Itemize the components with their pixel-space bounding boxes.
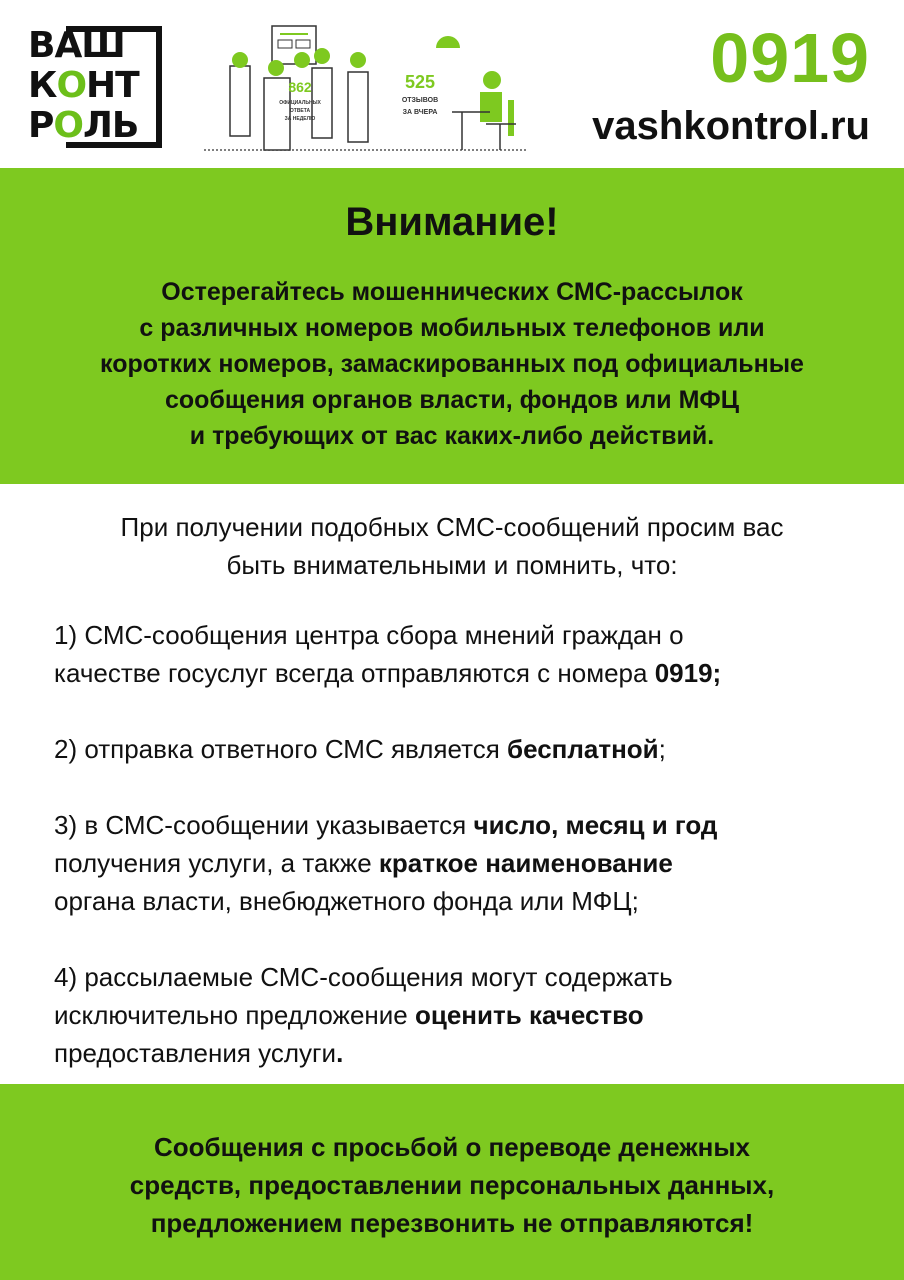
logo-line-3: РОЛЬ bbox=[28, 105, 139, 146]
vash-kontrol-logo bbox=[26, 26, 162, 148]
rule-text: 2) отправка ответного СМС является bbox=[54, 734, 508, 764]
intro-text bbox=[0, 508, 904, 584]
warning-text bbox=[0, 274, 904, 454]
rule-item-1 bbox=[54, 616, 874, 692]
stat-525-value: 525 bbox=[404, 72, 436, 92]
rule-text: получения услуги, а также краткое наименование bbox=[54, 848, 673, 878]
emphasis: 0919; bbox=[654, 658, 722, 688]
warning-line: сообщения органов власти, фондов или МФЦ bbox=[164, 386, 740, 414]
warning-line: и требующих от вас каких-либо действий. bbox=[189, 422, 715, 450]
rule-text: 4) рассылаемые СМС-сообщения могут содержать bbox=[54, 962, 673, 992]
rule-text: предоставления услуги. bbox=[54, 1038, 344, 1068]
rule-text: 3) в СМС-сообщении указывается число, месяц и год bbox=[54, 810, 718, 840]
warning-line: Остерегайтесь мошеннических СМС-рассылок bbox=[161, 278, 743, 306]
svg-text:ОФИЦИАЛЬНЫХ: ОФИЦИАЛЬНЫХ bbox=[279, 100, 321, 106]
rule-item-3 bbox=[54, 806, 874, 920]
rule-text: органа власти, внебюджетного фонда или МФЦ; bbox=[54, 886, 639, 916]
warning-line: коротких номеров, замаскированных под официальные bbox=[100, 350, 804, 378]
emphasis: краткое наименование bbox=[378, 848, 673, 878]
final-warning-banner bbox=[0, 1084, 904, 1280]
svg-text:ОТВЕТА: ОТВЕТА bbox=[289, 108, 311, 114]
svg-text:ЗА ВЧЕРА: ЗА ВЧЕРА bbox=[402, 109, 438, 116]
website-link[interactable]: vashkontrol.ru bbox=[592, 104, 870, 148]
attention-title: Внимание! bbox=[345, 200, 559, 244]
warning-line: с различных номеров мобильных телефонов или bbox=[139, 314, 765, 342]
intro-line: При получении подобных СМС-сообщений просим вас bbox=[120, 512, 784, 542]
emphasis: оценить качество bbox=[414, 1000, 644, 1030]
svg-text:ЗА НЕДЕЛЮ: ЗА НЕДЕЛЮ bbox=[284, 116, 316, 122]
final-warning-text bbox=[0, 1128, 904, 1242]
emphasis: число, месяц и год bbox=[473, 810, 718, 840]
emphasis: бесплатной bbox=[507, 734, 659, 764]
hotline-number: 0919 bbox=[710, 19, 870, 97]
final-warning-line: предложением перезвонить не отправляются! bbox=[150, 1208, 754, 1238]
header bbox=[0, 0, 904, 168]
rules-section bbox=[0, 484, 904, 1084]
logo-line-1: ВАШ bbox=[28, 25, 125, 66]
rules-list bbox=[0, 616, 904, 1072]
intro-line: быть внимательными и помнить, что: bbox=[226, 550, 678, 580]
logo-frame bbox=[156, 26, 162, 148]
rule-item-4 bbox=[54, 958, 874, 1072]
rule-text: качестве госуслуг всегда отправляются с номера 0919; bbox=[54, 658, 722, 688]
attention-banner bbox=[0, 168, 904, 484]
logo-line-2: КОНТ bbox=[28, 65, 139, 106]
people-queue-illustration bbox=[200, 8, 530, 158]
final-warning-line: Сообщения с просьбой о переводе денежных bbox=[153, 1132, 751, 1162]
final-warning-line: средств, предоставлении персональных данных, bbox=[129, 1170, 775, 1200]
rule-item-2: 2) отправка ответного СМС является бесплатной; bbox=[54, 734, 666, 764]
svg-text:ОТЗЫВОВ: ОТЗЫВОВ bbox=[401, 97, 439, 104]
stat-862-value: 862 bbox=[288, 79, 312, 95]
rule-text: 1) СМС-сообщения центра сбора мнений граждан о bbox=[54, 620, 684, 650]
rule-text: исключительно предложение оценить качество bbox=[54, 1000, 644, 1030]
